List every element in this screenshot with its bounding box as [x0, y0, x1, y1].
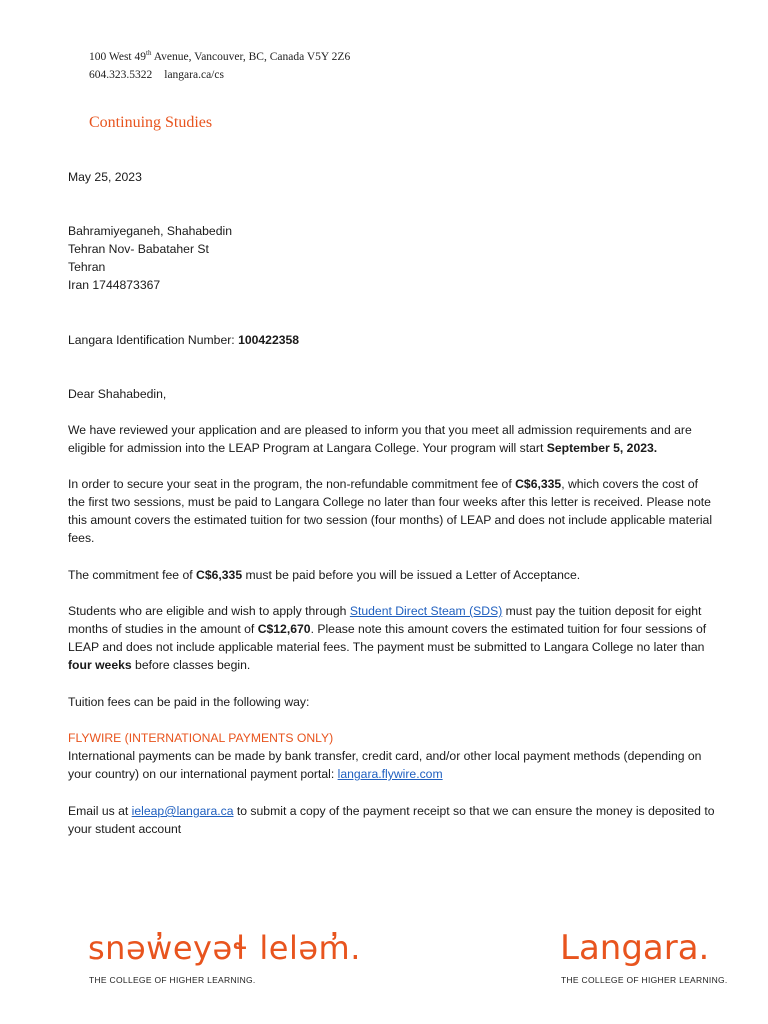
acceptance-text-b: must be paid before you will be issued a Letter of Acceptance. — [242, 568, 581, 582]
letter-date: May 25, 2023 — [68, 170, 142, 184]
sds-text-c: . Please note this amount covers the estimated tuition for four sessions of LEAP and does not include applicable material fees. The payment must be submitted to Langara College no later than — [68, 622, 707, 654]
acceptance-paragraph — [68, 566, 718, 584]
sds-deadline: four weeks — [68, 658, 132, 672]
commitment-fee-paragraph — [68, 475, 718, 547]
email-link[interactable]: ieleap@langara.ca — [131, 804, 234, 818]
email-text-b: to submit a copy of the payment receipt so that we can ensure the money is deposited to your student account — [68, 804, 715, 836]
langara-logo: Langara. — [560, 928, 710, 968]
flywire-text: International payments can be made by bank transfer, credit card, and/or other local payment methods (depending on your country) on our international payment portal: — [68, 749, 702, 781]
indigenous-name-logo: snəw̓eyəɬ leləm̓. — [88, 929, 361, 967]
street-address — [89, 44, 350, 66]
recipient-street: Tehran Nov- Babataher St — [68, 242, 209, 256]
greeting: Dear Shahabedin, — [68, 387, 167, 401]
recipient-country: Iran 1744873367 — [68, 278, 161, 292]
recipient-address — [68, 222, 718, 294]
commitment-fee-amount: C$6,335 — [515, 477, 562, 491]
identification-line — [68, 331, 718, 349]
fee-text-a: In order to secure your seat in the program, the non-refundable commitment fee of — [68, 477, 516, 491]
admission-text: We have reviewed your application and are pleased to inform you that you meet all admission requirements and are eligible for admission into the LEAP Program at Langara College. Your program will start — [68, 423, 692, 455]
id-value: 100422358 — [238, 333, 300, 347]
sds-text-d: before classes begin. — [131, 658, 251, 672]
acceptance-fee-amount: C$6,335 — [196, 568, 243, 582]
letterhead-address — [89, 44, 350, 84]
email-paragraph — [68, 802, 718, 838]
address-prefix: 100 West 49 — [89, 50, 147, 63]
payment-intro: Tuition fees can be paid in the following way: — [68, 695, 310, 709]
phone-number: 604.323.5322 — [89, 68, 153, 81]
address-superscript: th — [146, 49, 152, 57]
address-suffix: Avenue, Vancouver, BC, Canada V5Y 2Z6 — [151, 50, 351, 63]
admission-paragraph — [68, 421, 718, 457]
flywire-link[interactable]: langara.flywire.com — [337, 767, 443, 781]
recipient-name: Bahramiyeganeh, Shahabedin — [68, 224, 232, 238]
department-name: Continuing Studies — [89, 114, 213, 131]
email-text-a: Email us at — [68, 804, 132, 818]
website: langara.ca/cs — [164, 68, 224, 81]
recipient-city: Tehran — [68, 260, 106, 274]
fee-text-b: , which covers the cost of the first two sessions, must be paid to Langara College no later than four weeks after this letter is received. Please note this amount covers the estimated tuition for two session (four months) of LEAP and does not include applicable material fees. — [68, 477, 713, 545]
sds-text-a: Students who are eligible and wish to apply through — [68, 604, 350, 618]
flywire-paragraph — [68, 747, 718, 783]
tagline-right: THE COLLEGE OF HIGHER LEARNING. — [561, 975, 728, 985]
start-date: September 5, 2023. — [546, 441, 658, 455]
sds-deposit-amount: C$12,670 — [257, 622, 311, 636]
sds-link[interactable]: Student Direct Steam (SDS) — [349, 604, 503, 618]
id-label: Langara Identification Number: — [68, 333, 239, 347]
flywire-heading: FLYWIRE (INTERNATIONAL PAYMENTS ONLY) — [68, 731, 334, 745]
tagline-left: THE COLLEGE OF HIGHER LEARNING. — [89, 975, 256, 985]
acceptance-text-a: The commitment fee of — [68, 568, 197, 582]
contact-line — [89, 66, 350, 84]
sds-paragraph — [68, 602, 718, 674]
sds-text-b: must pay the tuition deposit for eight months of studies in the amount of — [68, 604, 702, 636]
